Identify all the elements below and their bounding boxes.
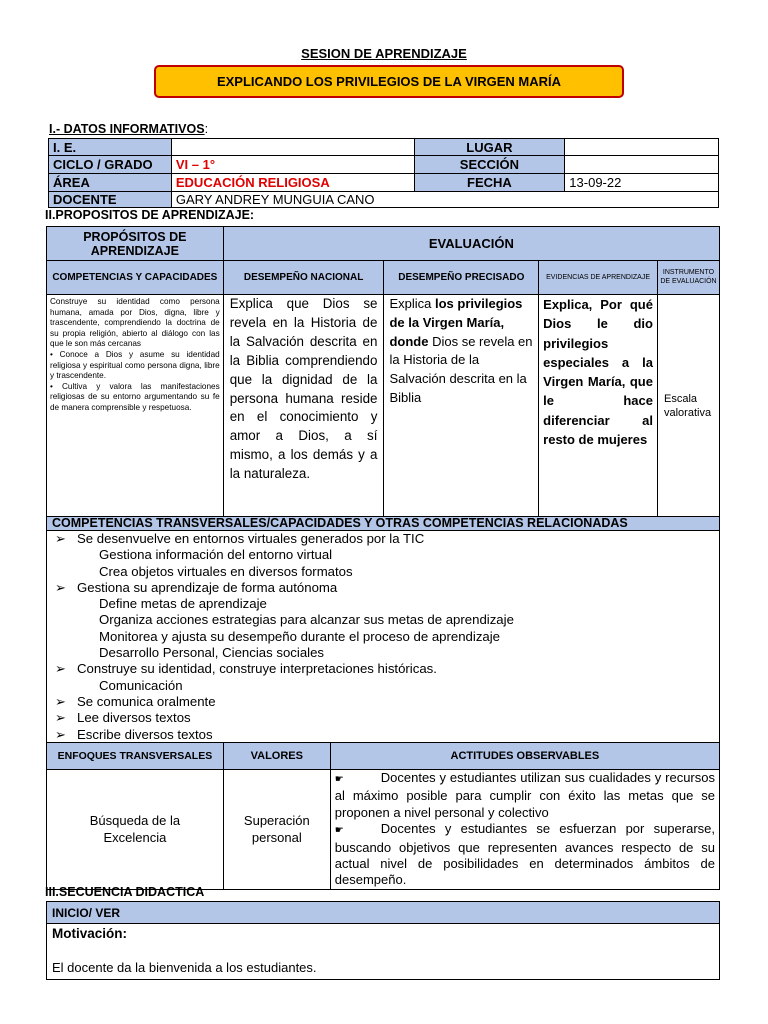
hand-pointing-icon: ☛ [334, 774, 344, 785]
instrumento-col-header: INSTRUMENTO DE EVALUACIÓN [657, 261, 719, 295]
competencia-cell [47, 295, 224, 517]
transversal-text: Gestiona su aprendizaje de forma autónoma [77, 579, 338, 595]
enfoques-header: ENFOQUES TRANSVERSALES [47, 743, 224, 770]
competencia-text: Construye su identidad como persona humana, amada por Dios, digna, libre y trascendente, comprendiendo la doctrina de su propia religión, abierto al diálogo con las que le son más cercanas [50, 297, 220, 349]
desempeno-precisado-col-header: DESEMPEÑO PRECISADO [384, 261, 539, 295]
desempeno-nacional-col-header: DESEMPEÑO NACIONAL [223, 261, 384, 295]
actitud-1: ☛ Docentes y estudiantes utilizan sus cualidades y recursos al máximo posible para cumplir con éxito las metas que se proponen a nivel personal y colectivo [334, 770, 715, 820]
transversal-item [47, 694, 719, 710]
transversal-text: Define metas de aprendizaje [99, 596, 267, 612]
transversal-text: Monitorea y ajusta su desempeño durante el proceso de aprendizaje [99, 628, 501, 644]
transversal-text: Desarrollo Personal, Ciencias sociales [99, 645, 325, 661]
capacidad-2: • Cultiva y valora las manifestaciones religiosas de su entorno argumentando su fe de manera comprensible y respetuosa. [50, 381, 220, 412]
lugar-label: LUGAR [414, 139, 565, 156]
section-1-heading: I.- DATOS INFORMATIVOS: [49, 122, 209, 136]
capacidad-1: • Conoce a Dios y asume su identidad religiosa y espiritual como persona digna, libre y trascendente. [50, 349, 220, 381]
arrow-bullet-icon: ➢ [55, 710, 67, 726]
motivacion-cell [47, 924, 720, 980]
transversal-subitem [47, 678, 719, 694]
valor-cell: Superación personal [223, 770, 330, 890]
ie-label: I. E. [49, 139, 172, 156]
transversal-text: Crea objetos virtuales en diversos formatos [99, 563, 353, 579]
area-value: EDUCACIÓN RELIGIOSA [171, 174, 414, 192]
section-3-heading: III.SECUENCIA DIDACTICA [45, 885, 205, 899]
actitudes-cell [330, 770, 719, 890]
transversal-subitem [47, 547, 719, 563]
document-title: SESION DE APRENDIZAJE [301, 46, 467, 61]
enfoques-table [46, 742, 720, 890]
secuencia-table [46, 901, 720, 980]
transversal-item [47, 661, 719, 677]
evidencias-col-header: EVIDENCIAS DE APRENDIZAJE [539, 261, 658, 295]
propositos-table [46, 226, 720, 744]
fecha-value: 13-09-22 [565, 174, 719, 192]
valores-header: VALORES [223, 743, 330, 770]
transversal-text: Lee diversos textos [77, 710, 191, 726]
transversales-cell [47, 531, 720, 744]
transversal-text: Organiza acciones estrategias para alcanzar sus metas de aprendizaje [99, 612, 514, 628]
transversal-item [47, 727, 719, 743]
fecha-label: FECHA [414, 174, 565, 192]
evidencias-cell: Explica, Por qué Dios le dio privilegios especiales a la Virgen María, que le hace diferenciar al resto de mujeres [539, 295, 658, 517]
transversal-text: Gestiona información del entorno virtual [99, 547, 333, 563]
arrow-bullet-icon: ➢ [55, 531, 67, 546]
transversal-text: Se desenvuelve en entornos virtuales generados por la TIC [77, 531, 425, 546]
hand-pointing-icon: ☛ [334, 825, 344, 837]
datos-informativos-table [48, 138, 719, 208]
ie-value [171, 139, 414, 156]
ciclo-label: CICLO / GRADO [49, 156, 172, 174]
transversales-list [47, 531, 719, 743]
arrow-bullet-icon: ➢ [55, 726, 67, 742]
section-2-heading: II.PROPOSITOS DE APRENDIZAJE: [45, 208, 255, 222]
docente-value: GARY ANDREY MUNGUIA CANO [171, 192, 718, 208]
lugar-value [565, 139, 719, 156]
seccion-value [565, 156, 719, 174]
transversales-header: COMPETENCIAS TRANSVERSALES/CAPACIDADES Y OTRAS COMPETENCIAS RELACIONADAS [47, 517, 720, 531]
transversal-text: Construye su identidad, construye interpretaciones históricas. [77, 661, 437, 677]
ciclo-value: VI – 1° [171, 156, 414, 174]
transversal-subitem [47, 629, 719, 645]
transversal-text: Escribe diversos textos [77, 726, 213, 742]
transversal-subitem [47, 596, 719, 612]
enfoque-cell: Búsqueda de la Excelencia [47, 770, 224, 890]
transversal-item [47, 531, 719, 547]
transversal-item [47, 710, 719, 726]
transversal-text: Se comunica oralmente [77, 693, 216, 709]
transversal-subitem [47, 564, 719, 580]
arrow-bullet-icon: ➢ [55, 579, 67, 595]
actitudes-header: ACTITUDES OBSERVABLES [330, 743, 719, 770]
desempeno-nacional-cell: Explica que Dios se revela en la Historia de la Salvación descrita en la Biblia comprendiendo que la dignidad de la persona humana reside en el conocimiento y amor a Dios, a sí mismo, a los demás y a la naturaleza. [223, 295, 384, 517]
transversal-subitem [47, 645, 719, 661]
session-title-banner: EXPLICANDO LOS PRIVILEGIOS DE LA VIRGEN MARÍA [154, 65, 624, 98]
desempeno-precisado-cell: Explica los privilegios de la Virgen María, donde Dios se revela en la Historia de la Salvación descrita en la Biblia [384, 295, 539, 517]
area-label: ÁREA [49, 174, 172, 192]
inicio-header: INICIO/ VER [47, 902, 720, 924]
docente-label: DOCENTE [49, 192, 172, 208]
arrow-bullet-icon: ➢ [55, 661, 67, 677]
evaluacion-header: EVALUACIÓN [223, 227, 719, 261]
instrumento-cell: Escala valorativa [657, 295, 719, 517]
transversal-item [47, 580, 719, 596]
arrow-bullet-icon: ➢ [55, 693, 67, 709]
motivacion-label: Motivación: [52, 926, 128, 941]
competencias-col-header: COMPETENCIAS Y CAPACIDADES [47, 261, 224, 295]
actitud-2: ☛ Docentes y estudiantes se esfuerzan por superarse, buscando objetivos que representen avances respecto de su actual nivel de posibilidades en determinados ámbitos de desempeño. [334, 821, 715, 888]
propositos-header: PROPÓSITOS DE APRENDIZAJE [47, 227, 224, 261]
motivacion-text: El docente da la bienvenida a los estudiantes. [52, 960, 317, 975]
transversal-subitem [47, 612, 719, 628]
transversal-text: Comunicación [99, 677, 183, 693]
seccion-label: SECCIÓN [414, 156, 565, 174]
